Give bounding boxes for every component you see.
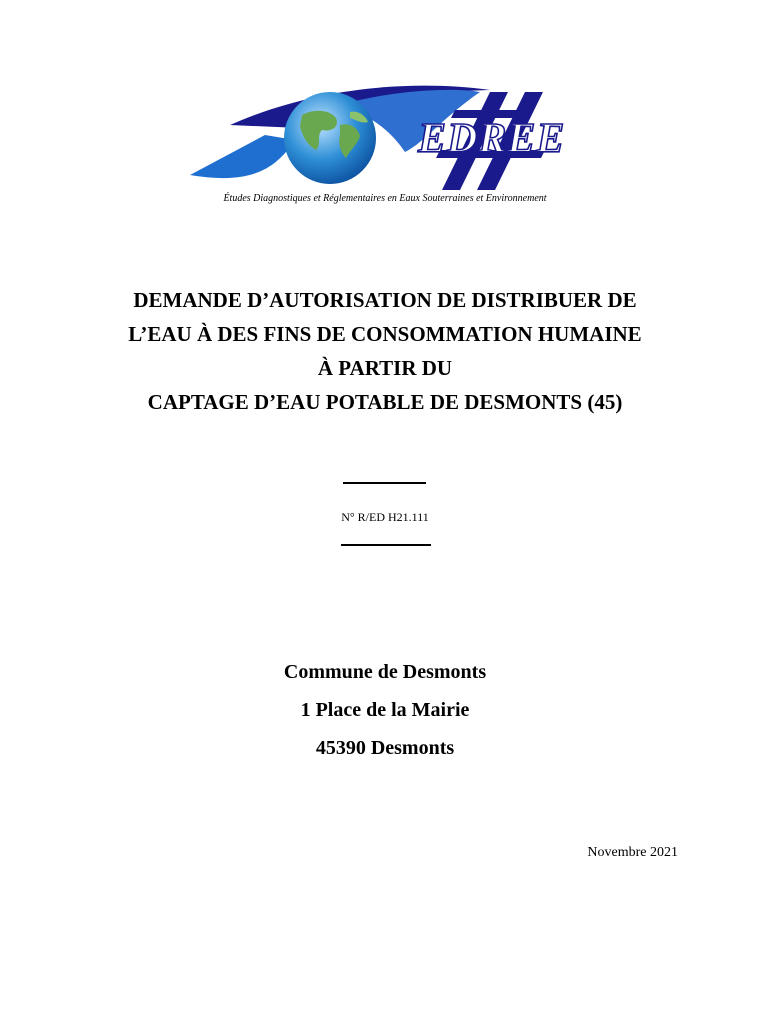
reference-number: N° R/ED H21.111 [341,510,429,524]
address-line-2: 1 Place de la Mairie [300,699,470,721]
organization-tagline: Études Diagnostiques et Réglementaires en Eaux Souterraines et Environnement [223,193,547,204]
address-line-1: Commune de Desmonts [283,661,487,683]
divider-top [343,482,426,484]
divider-bottom [341,544,431,546]
title-line-1: DEMANDE D’AUTORISATION DE DISTRIBUER DE [133,288,637,312]
document-date: Novembre 2021 [587,845,678,860]
logo-wordmark: EDREE [418,116,566,162]
client-address [0,653,770,767]
title-line-2: L’EAU À DES FINS DE CONSOMMATION HUMAINE [128,322,642,346]
document-title [0,283,770,419]
title-line-4: CAPTAGE D’EAU POTABLE DE DESMONTS (45) [147,390,623,414]
address-line-3: 45390 Desmonts [315,737,455,759]
edree-logo [190,80,590,200]
title-line-3: À PARTIR DU [317,356,453,380]
